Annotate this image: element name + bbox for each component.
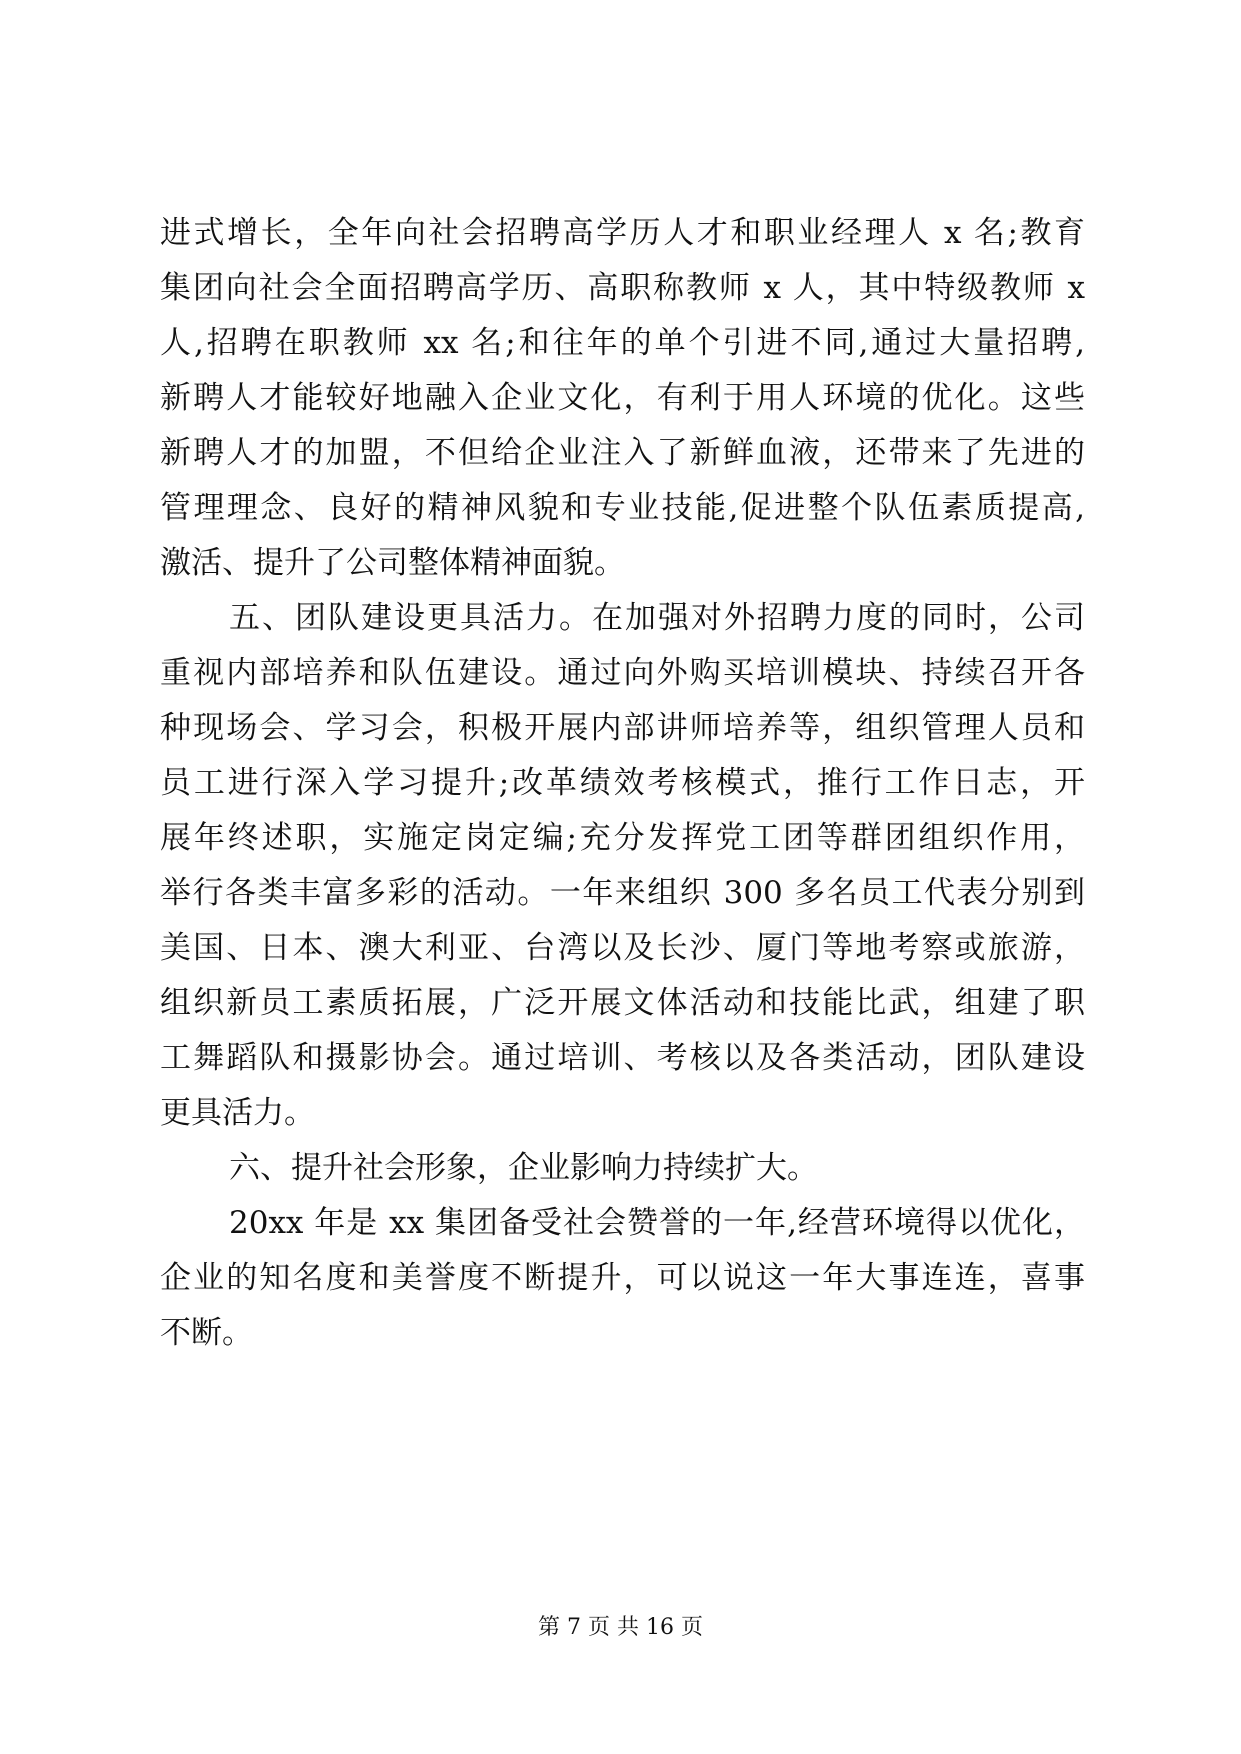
- section-heading-6: 六、提升社会形象，企业影响力持续扩大。: [229, 1150, 818, 1186]
- body-line: 展年终述职，实施定岗定编;充分发挥党工团等群团组织作用，: [160, 820, 1085, 856]
- body-line: 新聘人才的加盟，不但给企业注入了新鲜血液，还带来了先进的: [160, 435, 1085, 471]
- page-footer: 第 7 页 共 16 页: [538, 1615, 703, 1640]
- body-line: 20xx 年是 xx 集团备受社会赞誉的一年,经营环境得以优化，: [229, 1205, 1085, 1241]
- body-line: 进式增长，全年向社会招聘高学历人才和职业经理人 x 名;教育: [160, 215, 1085, 251]
- body-line: 企业的知名度和美誉度不断提升，可以说这一年大事连连，喜事: [160, 1260, 1085, 1296]
- body-line: 人,招聘在职教师 xx 名;和往年的单个引进不同,通过大量招聘,: [160, 325, 1085, 361]
- body-line: 管理理念、良好的精神风貌和专业技能,促进整个队伍素质提高,: [160, 490, 1085, 526]
- body-line: 举行各类丰富多彩的活动。一年来组织 300 多名员工代表分别到: [160, 875, 1085, 911]
- body-line: 集团向社会全面招聘高学历、高职称教师 x 人，其中特级教师 x: [160, 270, 1085, 306]
- body-line: 工舞蹈队和摄影协会。通过培训、考核以及各类活动，团队建设: [160, 1040, 1085, 1076]
- body-line: 组织新员工素质拓展，广泛开展文体活动和技能比武，组建了职: [160, 985, 1085, 1021]
- body-line: 美国、日本、澳大利亚、台湾以及长沙、厦门等地考察或旅游，: [160, 930, 1085, 966]
- body-line: 不断。: [160, 1315, 253, 1351]
- section-heading-5: 五、团队建设更具活力。在加强对外招聘力度的同时，公司: [229, 600, 1085, 636]
- body-line: 种现场会、学习会，积极开展内部讲师培养等，组织管理人员和: [160, 710, 1085, 746]
- body-line: 员工进行深入学习提升;改革绩效考核模式，推行工作日志，开: [160, 765, 1085, 801]
- body-line: 重视内部培养和队伍建设。通过向外购买培训模块、持续召开各: [160, 655, 1085, 691]
- body-line: 新聘人才能较好地融入企业文化，有利于用人环境的优化。这些: [160, 380, 1085, 416]
- body-line: 更具活力。: [160, 1095, 315, 1131]
- body-line: 激活、提升了公司整体精神面貌。: [160, 545, 625, 581]
